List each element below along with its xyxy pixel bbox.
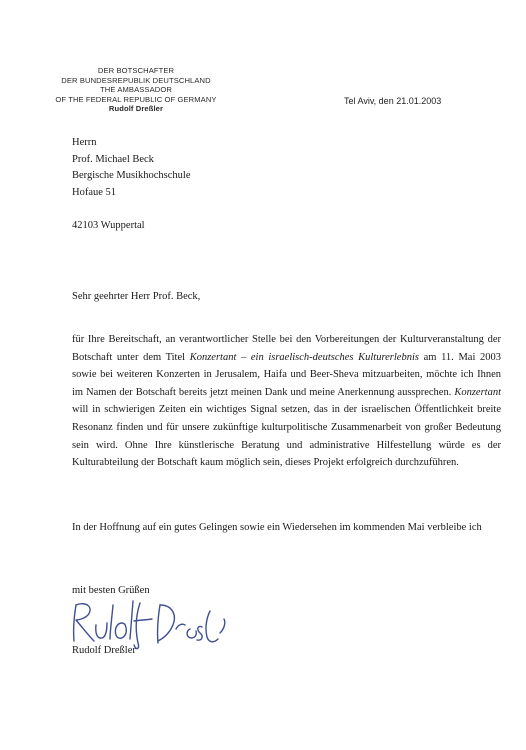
recipient-line: Prof. Michael Beck <box>72 153 154 165</box>
signer-name: Rudolf Dreßler <box>72 645 136 656</box>
event-title-short: Konzertant <box>454 386 501 398</box>
recipient-city: 42103 Wuppertal <box>72 219 145 231</box>
event-title: Konzertant – ein israelisch-deutsches Kulturerlebnis <box>189 351 419 363</box>
body-text-segment: für Ihre Bereitschaft, an verantwortlicher Stelle bei den Vorbereitungen der Kulturveranstaltung der Botschaft unter dem Titel <box>72 334 501 363</box>
letterhead-line: THE AMBASSADOR <box>100 85 172 95</box>
letter-date: Tel Aviv, den 21.01.2003 <box>344 96 442 106</box>
signature-text: Rudolf Dreßler <box>64 593 71 594</box>
letterhead-line: OF THE FEDERAL REPUBLIC OF GERMANY <box>55 94 217 104</box>
letterhead-line: DER BUNDESREPUBLIK DEUTSCHLAND <box>61 75 211 85</box>
letterhead-line: DER BOTSCHAFTER <box>97 66 175 75</box>
closing-paragraph: In der Hoffnung auf ein gutes Gelingen sowie ein Wiedersehen im kommenden Mai verbleibe ich <box>72 522 482 533</box>
salutation: Sehr geehrter Herr Prof. Beck, <box>72 291 201 302</box>
recipient-line: Bergische Musikhochschule <box>72 170 191 181</box>
recipient-address <box>72 135 191 234</box>
recipient-line: Hofaue 51 <box>72 186 117 198</box>
letterhead-name: Rudolf Dreßler <box>108 104 164 114</box>
closing-greeting: mit besten Grüßen <box>72 585 150 596</box>
handwritten-signature <box>64 593 234 651</box>
body-paragraph <box>72 331 501 472</box>
body-text-segment: will in schwierigen Zeiten ein wichtiges Signal setzen, das in der israelischen Öffentlichkeit breite Resonanz finden und für unsere zukünftige kulturpolitische Zusammenarbeit von großer Bedeutung sein wird. Ohne Ihre künstlerische Beratung und administrative Hilfestellung würde es der Kulturabteilung der Botschaft kaum möglich sein, dieses Projekt erfolgreich durchzuführen. <box>72 404 501 469</box>
recipient-line: Herrn <box>72 137 97 148</box>
letterhead <box>36 66 236 114</box>
body-text-segment: am 11. Mai 2003 sowie bei weiteren Konzerten in Jerusalem, Haifa und Beer-Sheva mitzuarbeiten, möchte ich Ihnen im Namen der Botschaft bereits jetzt meinen Dank und meine Anerkennung aussprechen. <box>72 351 501 398</box>
